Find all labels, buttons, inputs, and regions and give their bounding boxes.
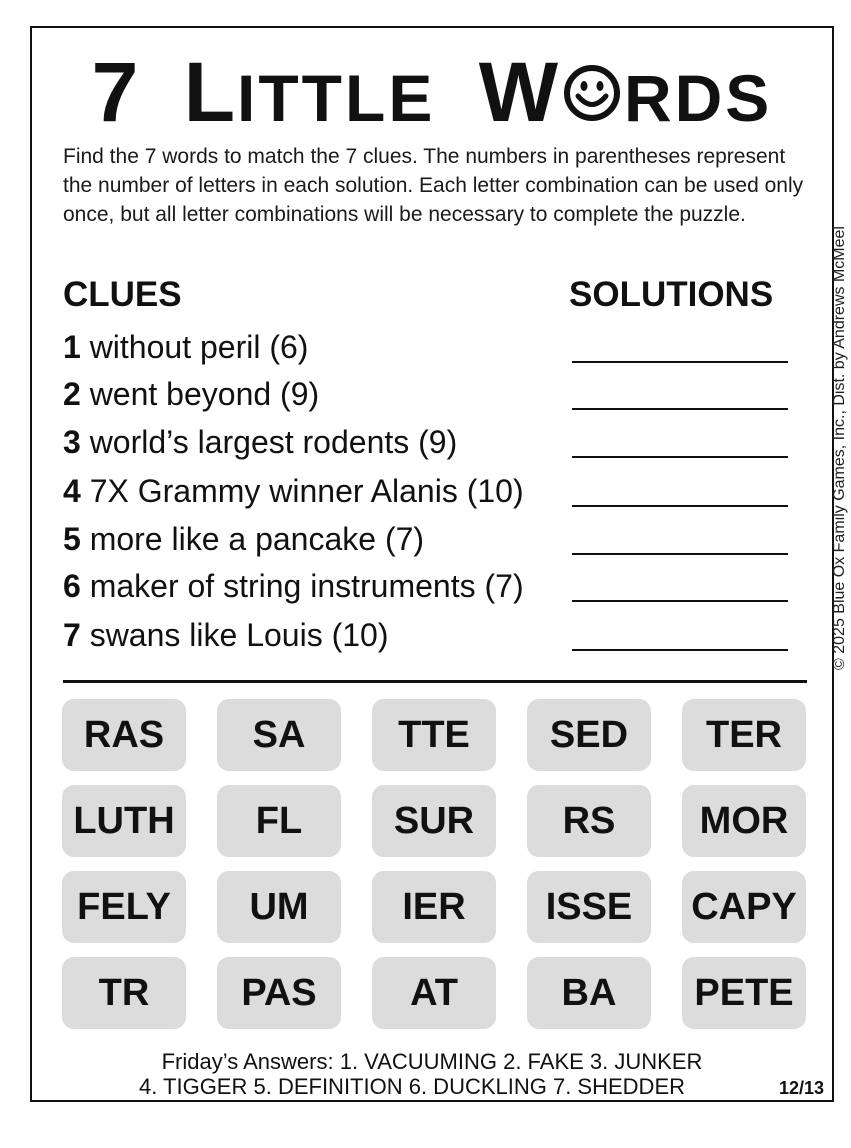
puzzle-frame bbox=[30, 26, 848, 1102]
clue-number: 7 bbox=[63, 617, 81, 653]
section-divider bbox=[63, 680, 807, 683]
clue-number: 1 bbox=[63, 329, 81, 365]
solution-blank-4[interactable] bbox=[572, 505, 788, 507]
letter-tile[interactable]: SA bbox=[217, 699, 341, 771]
letter-tile[interactable]: CAPY bbox=[682, 871, 806, 943]
clue-text: without peril (6) bbox=[89, 329, 309, 365]
letter-tile[interactable]: MOR bbox=[682, 785, 806, 857]
clue-1 bbox=[63, 328, 308, 366]
letter-tile[interactable]: ISSE bbox=[527, 871, 651, 943]
clue-text: maker of string instruments (7) bbox=[89, 568, 524, 604]
title-digit: 7 bbox=[91, 45, 141, 139]
puzzle-date: 12/13 bbox=[778, 1078, 824, 1098]
puzzle-title bbox=[32, 45, 832, 139]
answers-line-1: Friday’s Answers: 1. VACUUMING 2. FAKE 3. JUNKER bbox=[161, 1049, 703, 1074]
clue-number: 2 bbox=[63, 376, 81, 412]
title-rds: RDS bbox=[623, 61, 773, 135]
title-l: L bbox=[183, 45, 238, 139]
letter-tile[interactable]: SUR bbox=[372, 785, 496, 857]
letter-tile[interactable]: RS bbox=[527, 785, 651, 857]
clues-header: CLUES bbox=[63, 275, 182, 314]
instructions-text: Find the 7 words to match the 7 clues. The numbers in parentheses represent the number of letters in each solution. Each letter combination can be used only once, but all letter combinations will be necessary to complete the puzzle. bbox=[63, 145, 804, 226]
letter-tile[interactable]: PETE bbox=[682, 957, 806, 1029]
answers-line-2: 4. TIGGER 5. DEFINITION 6. DUCKLING 7. SHEDDER bbox=[138, 1074, 686, 1099]
solution-blank-1[interactable] bbox=[572, 361, 788, 363]
letter-tile[interactable]: FL bbox=[217, 785, 341, 857]
solution-blank-5[interactable] bbox=[572, 553, 788, 555]
letter-tile[interactable]: UM bbox=[217, 871, 341, 943]
previous-answers bbox=[32, 1049, 832, 1099]
letter-tile[interactable]: LUTH bbox=[62, 785, 186, 857]
letter-tile[interactable]: SED bbox=[527, 699, 651, 771]
solution-blank-3[interactable] bbox=[572, 456, 788, 458]
solution-blank-6[interactable] bbox=[572, 600, 788, 602]
smiley-face-icon bbox=[562, 63, 622, 123]
clue-3 bbox=[63, 423, 457, 461]
clue-2 bbox=[63, 375, 319, 413]
letter-tile[interactable]: AT bbox=[372, 957, 496, 1029]
clue-7 bbox=[63, 616, 388, 654]
letter-tile[interactable]: PAS bbox=[217, 957, 341, 1029]
clue-number: 6 bbox=[63, 568, 81, 604]
clue-text: 7X Grammy winner Alanis (10) bbox=[89, 473, 524, 509]
letter-tile[interactable]: FELY bbox=[62, 871, 186, 943]
solutions-header: SOLUTIONS bbox=[569, 275, 774, 314]
clue-number: 5 bbox=[63, 521, 81, 557]
title-w: W bbox=[478, 45, 560, 139]
clue-5 bbox=[63, 520, 424, 558]
title-ittle: ITTLE bbox=[237, 61, 436, 135]
solution-blank-2[interactable] bbox=[572, 408, 788, 410]
letter-tile[interactable]: TTE bbox=[372, 699, 496, 771]
letter-tile[interactable]: RAS bbox=[62, 699, 186, 771]
solution-blank-7[interactable] bbox=[572, 649, 788, 651]
letter-tile[interactable]: IER bbox=[372, 871, 496, 943]
clue-4 bbox=[63, 472, 524, 510]
letter-tile[interactable]: TER bbox=[682, 699, 806, 771]
clue-text: more like a pancake (7) bbox=[89, 521, 425, 557]
letter-tile[interactable]: TR bbox=[62, 957, 186, 1029]
copyright-notice: © 2025 Blue Ox Family Games, Inc., Dist. by Andrews McMeel bbox=[831, 226, 848, 670]
clue-number: 4 bbox=[63, 473, 81, 509]
clue-6 bbox=[63, 567, 524, 605]
clue-text: swans like Louis (10) bbox=[89, 617, 389, 653]
clue-text: world’s largest rodents (9) bbox=[89, 424, 458, 460]
clue-text: went beyond (9) bbox=[89, 376, 320, 412]
clue-number: 3 bbox=[63, 424, 81, 460]
letter-tile[interactable]: BA bbox=[527, 957, 651, 1029]
